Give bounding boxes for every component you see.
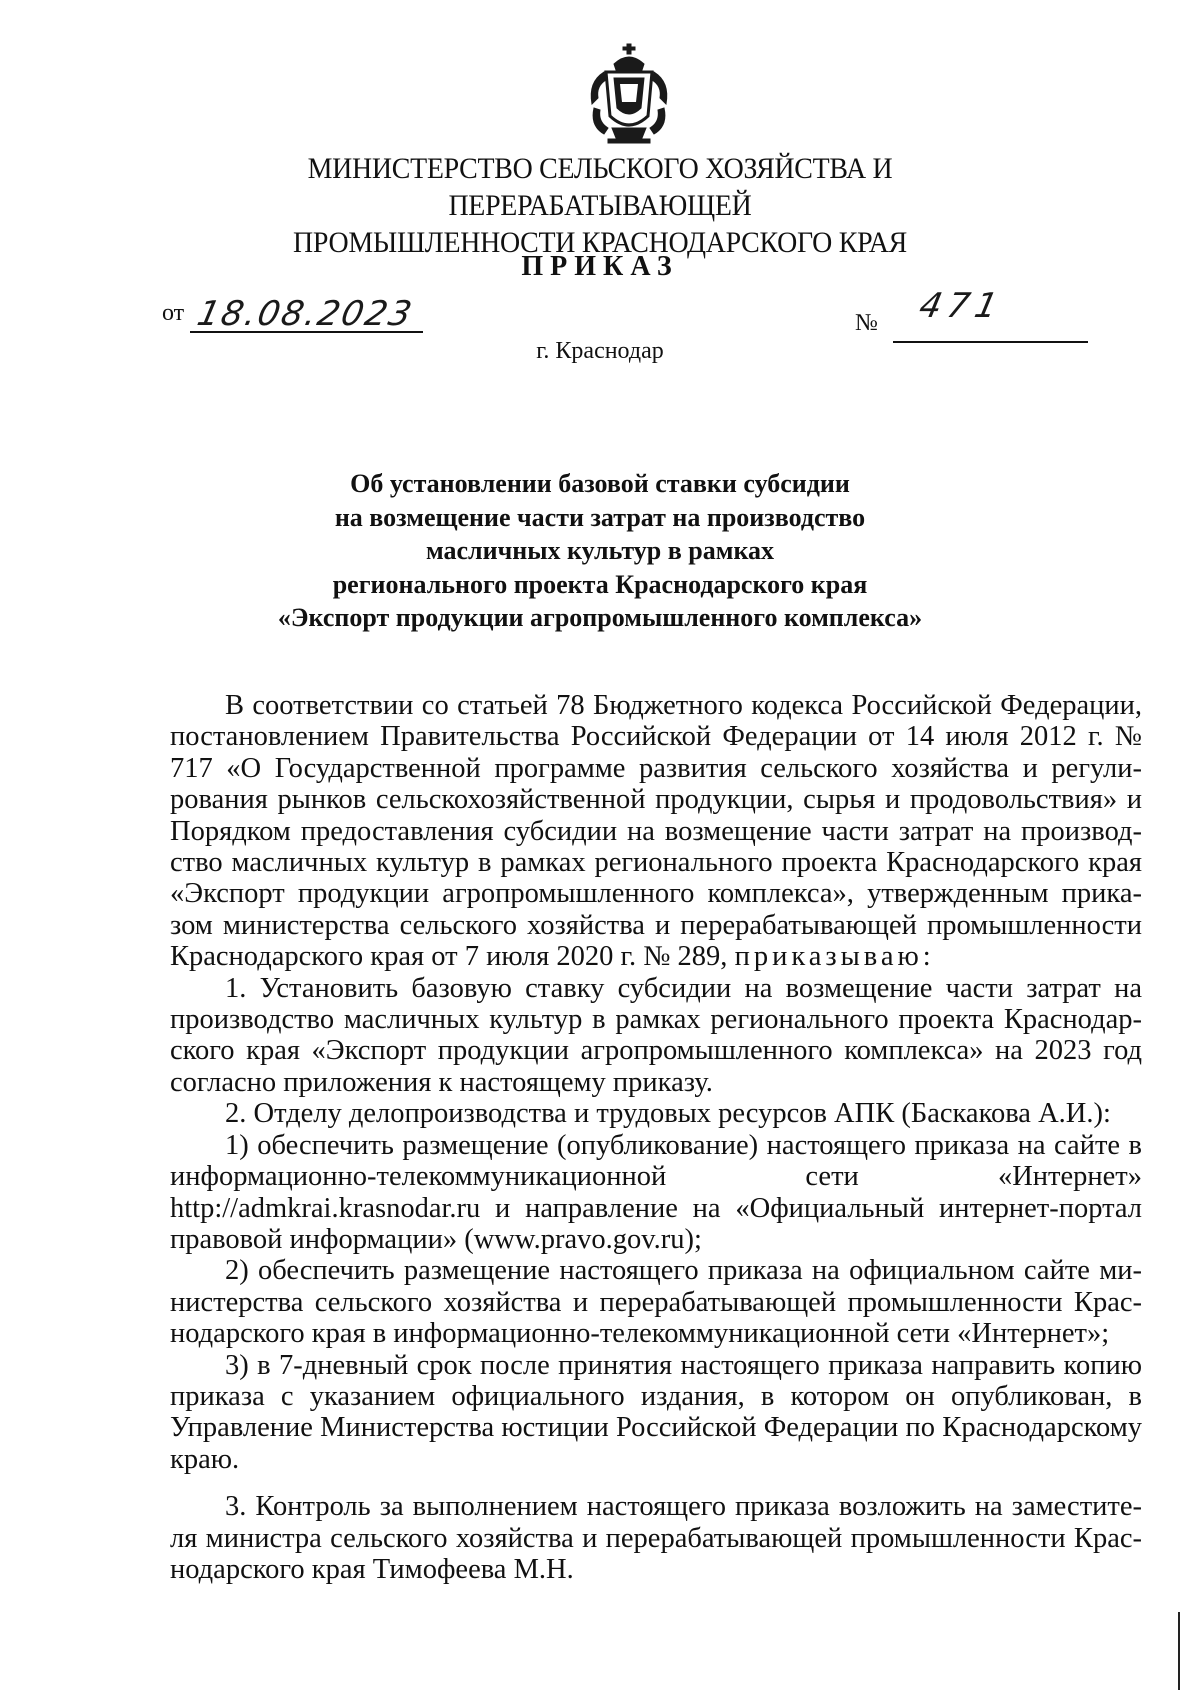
title-line-4: регионального проекта Краснодарского края	[332, 569, 868, 599]
date-prefix: от	[162, 300, 185, 326]
item-2-paragraph: 2. Отделу делопроизводства и трудовых ресурсов АПК (Баскакова А.И.):	[225, 1098, 1111, 1130]
preamble-text: В соответствии со статьей 78 Бюджетного кодекса Российской Федерации, постановлением Правительства Российской Федерации от 14 июля 2012 г. № 717 «О Государственной программе развития сельского хозяйства и регулирования рынков сельскохозяйственной продукции, сырья и продовольствия» и Порядком предоставления субсидии на возмещение части затрат на производство масличных культур в рамках регионального проекта Краснодарского края «Экспорт продукции агропромышленного комплекса», утвержденным приказом министерства сельского хозяйства и перерабатывающей промышленности Краснодарского края от 7 июля 2020 г. № 289,	[170, 690, 1142, 973]
item-2-3-paragraph: 3) в 7-дневный срок после принятия настоящего приказа направить копию приказа с указанием официального издания, в котором он опубликован, в Управление Министерства юстиции Российской Федерации по Краснодарскому краю.	[170, 1349, 1142, 1475]
coat-of-arms-emblem	[584, 42, 674, 146]
title-line-2: на возмещение части затрат на производство	[334, 502, 866, 532]
item-3-paragraph: 3. Контроль за выполнением настоящего приказа возложить на заместителя министра сельского хозяйства и перерабатывающей промышленности Краснодарского края Тимофеева М.Н.	[170, 1491, 1142, 1585]
handwritten-date: 18.08.2023	[193, 294, 417, 334]
order-body	[170, 690, 1142, 1585]
ministry-name-line-1: МИНИСТЕРСТВО СЕЛЬСКОГО ХОЗЯЙСТВА И ПЕРЕРАБАТЫВАЮЩЕЙ	[307, 152, 893, 222]
title-line-1: Об установлении базовой ставки субсидии	[350, 469, 850, 498]
city-name: г. Краснодар	[536, 338, 664, 364]
ministry-name-line-2: ПРОМЫШЛЕННОСТИ КРАСНОДАРСКОГО КРАЯ	[293, 226, 907, 259]
title-line-5: «Экспорт продукции агропромышленного комплекса»	[277, 603, 923, 632]
margin-line	[1178, 1612, 1180, 1690]
ministry-name	[154, 150, 1047, 261]
preamble-paragraph	[170, 690, 1142, 973]
number-prefix: №	[855, 310, 878, 336]
document-type-heading: ПРИКАЗ	[521, 251, 679, 282]
item-1-paragraph: 1. Установить базовую ставку субсидии на возмещение части затрат на производство масличных культур в рамках регионального проекта Краснодарского края «Экспорт продукции агропромышленного комплекса» на 2023 год согласно приложения к настоящему приказу.	[170, 972, 1142, 1098]
title-line-3: масличных культур в рамках	[425, 536, 775, 565]
order-title	[200, 467, 1000, 635]
item-2-1-paragraph: 1) обеспечить размещение (опубликование) настоящего приказа на сайте в информационно-телекоммуникационной сети «Интернет» http://admkrai.krasnodar.ru и направление на «Официальный интернет-портал правовой информации» (www.pravo.gov.ru);	[170, 1129, 1142, 1255]
order-word: приказываю:	[734, 941, 935, 973]
item-2-2-paragraph: 2) обеспечить размещение настоящего приказа на официальном сайте министерства сельского хозяйства и перерабатывающей промышленности Краснодарского края в информационно-телекоммуникационной сети «Интернет»;	[170, 1255, 1142, 1350]
handwritten-number: 471	[915, 286, 1008, 326]
